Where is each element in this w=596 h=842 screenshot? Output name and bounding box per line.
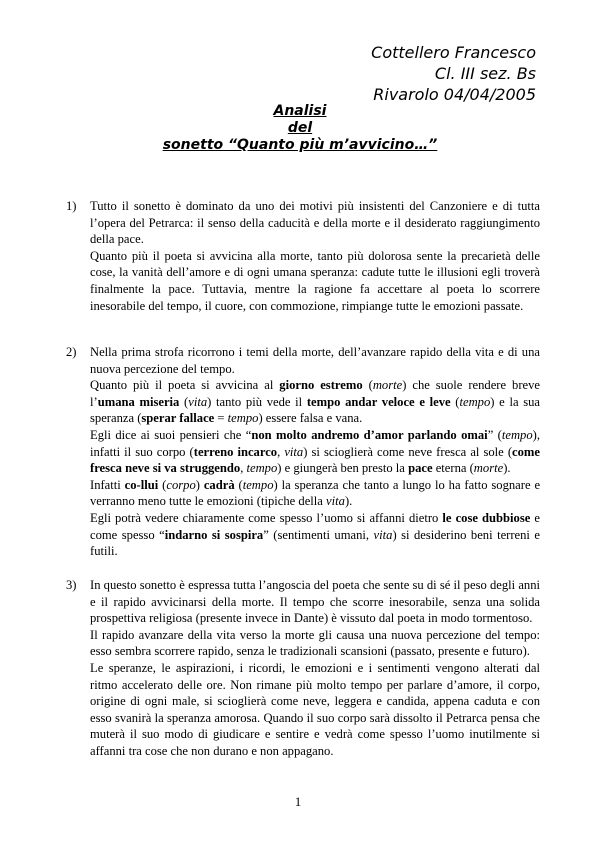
gloss-italic: vita <box>284 444 304 459</box>
text-run: Quanto più il poeta si avvicina al <box>90 378 280 393</box>
title-line-1: Analisi <box>273 103 327 119</box>
quote-bold: sperar fallace <box>141 411 215 426</box>
gloss-italic: vita <box>326 494 345 509</box>
text-run: ) che suole rendere breve l’ <box>90 378 540 409</box>
gloss-italic: tempo <box>501 427 533 442</box>
section-paragraph: Nella prima strofa ricorrono i temi della morte, dell’avanzare rapido della vita e di una nuova percezione del tempo. <box>90 345 540 376</box>
text-run: ” (sentimenti umani, <box>263 527 374 542</box>
section-1 <box>66 198 540 314</box>
title-line-3: sonetto “Quanto più m’avvicino…” <box>162 137 438 153</box>
text-run: ) e giungerà ben presto la <box>277 461 409 476</box>
title-line-2: del <box>287 120 313 136</box>
quote-bold: le cose dubbiose <box>442 510 531 525</box>
text-run: ” ( <box>487 427 502 442</box>
text-run: ). <box>503 461 511 476</box>
text-run: ) si desiderino beni terreni e futili. <box>90 527 540 559</box>
text-run: ). <box>344 494 353 509</box>
text-run: ) essere falsa e vana. <box>258 411 363 426</box>
header-author: Cottellero Francesco <box>371 43 536 62</box>
text-run: eterna ( <box>432 461 474 476</box>
text-run: ), infatti il suo corpo ( <box>90 427 540 459</box>
text-run: ) e la sua speranza ( <box>90 394 541 426</box>
section-paragraph: In questo sonetto è espressa tutta l’angoscia del poeta che sente su di sé il peso degli anni e il rapido avvicinarsi della morte. Il tempo che scorre inesorabile, senza una solida prospettiva religiosa (presente invece in Dante) è vissuto dal poeta in modo tormentoso. <box>90 578 540 626</box>
quote-bold: terreno incarco <box>193 444 278 459</box>
section-paragraph <box>90 510 540 560</box>
quote-bold: come fresca neve si va struggendo <box>90 444 541 476</box>
text-run: ) tanto più vede il <box>207 394 307 409</box>
section-paragraph: Le speranze, le aspirazioni, i ricordi, le emozioni e i sentimenti vengono alterati dal ritmo accelerato delle ore. Non rimane più molto tempo per parlare d’amore, il corpo, origine di ogni male, si scioglierà come neve, leggera e candida, appena caduta e con esso svanirà la speranza amorosa. Quando il suo corpo sarà dissolto il Petrarca pensa che muterà il suo modo di giudicare e sentire e vedrà come spesso l’uomo inutilmente si affanni tra cose che non durano e non appagano. <box>90 660 540 758</box>
quote-bold: tempo andar veloce e leve <box>306 394 451 409</box>
section-2 <box>66 344 541 560</box>
text-run: Egli dice ai suoi pensieri che “ <box>90 427 252 442</box>
quote-bold: cadrà <box>203 477 235 492</box>
section-paragraph: Il rapido avanzare della vita verso la morte gli causa una nuova percezione del tempo: esso sembra scorrere rapido, senza le tradizionali scansioni (passato, presente e futuro). <box>90 627 540 659</box>
text-run: ( <box>179 394 189 409</box>
header-place-date: Rivarolo 04/04/2005 <box>373 85 536 104</box>
text-run: ( <box>450 394 460 409</box>
quote-bold: indarno si sospira <box>164 527 264 542</box>
gloss-italic: tempo <box>459 394 491 409</box>
text-run: = <box>214 411 228 426</box>
gloss-italic: morte <box>473 461 504 476</box>
text-run: , <box>277 444 285 459</box>
section-paragraph <box>90 427 540 477</box>
gloss-italic: tempo <box>242 477 274 492</box>
text-run: ) si scioglierà come neve fresca al sole ( <box>303 444 513 459</box>
text-run: Egli potrà vedere chiaramente come spesso l’uomo si affanni dietro <box>90 510 443 525</box>
text-run: Infatti <box>90 477 125 492</box>
text-run: , <box>240 461 247 476</box>
text-run: ( <box>158 477 167 492</box>
section-paragraph: Tutto il sonetto è dominato da uno dei motivi più insistenti del Canzoniere e di tutta l’opera del Petrarca: il senso della caducità e della morte e il desiderato raggiungimento della pace. <box>90 199 540 247</box>
gloss-italic: corpo <box>166 477 196 492</box>
quote-bold: umana miseria <box>97 394 180 409</box>
gloss-italic: tempo <box>227 411 259 426</box>
text-run: ( <box>234 477 243 492</box>
gloss-italic: tempo <box>246 461 278 476</box>
quote-bold: giorno estremo <box>279 378 363 393</box>
gloss-italic: vita <box>188 394 208 409</box>
section-number: 2) <box>66 345 77 359</box>
text-run: ) la speranza che tanto a lungo lo ha fatto sognare e verranno meno tutte le emozioni (tipiche della <box>90 477 541 509</box>
section-3 <box>66 577 540 760</box>
gloss-italic: vita <box>373 527 393 542</box>
header-class: Cl. III sez. Bs <box>434 64 536 83</box>
gloss-italic: morte <box>372 378 403 393</box>
quote-bold: co-llui <box>124 477 159 492</box>
text-run: e come spesso “ <box>90 510 540 542</box>
text-run: ( <box>362 378 373 393</box>
text-run: ) <box>195 477 204 492</box>
section-paragraph <box>90 477 540 510</box>
section-paragraph <box>90 377 540 427</box>
section-paragraph: Quanto più il poeta si avvicina alla morte, tanto più dolorosa sente la precarietà delle cose, la vanità dell’amore e di ogni umana speranza: cadute tutte le illusioni egli troverà finalmente la pace. Tuttavia, mentre la ragione fa accettare al poeta lo scorrere inesorabile del tempo, il cuore, con commozione, rimpiange tutte le emozioni passate. <box>90 248 540 313</box>
page-number: 1 <box>294 795 302 809</box>
quote-bold: non molto andremo d’amor parlando omai <box>251 427 488 442</box>
section-number: 1) <box>66 199 77 213</box>
quote-bold: pace <box>408 461 433 476</box>
section-number: 3) <box>66 578 77 592</box>
